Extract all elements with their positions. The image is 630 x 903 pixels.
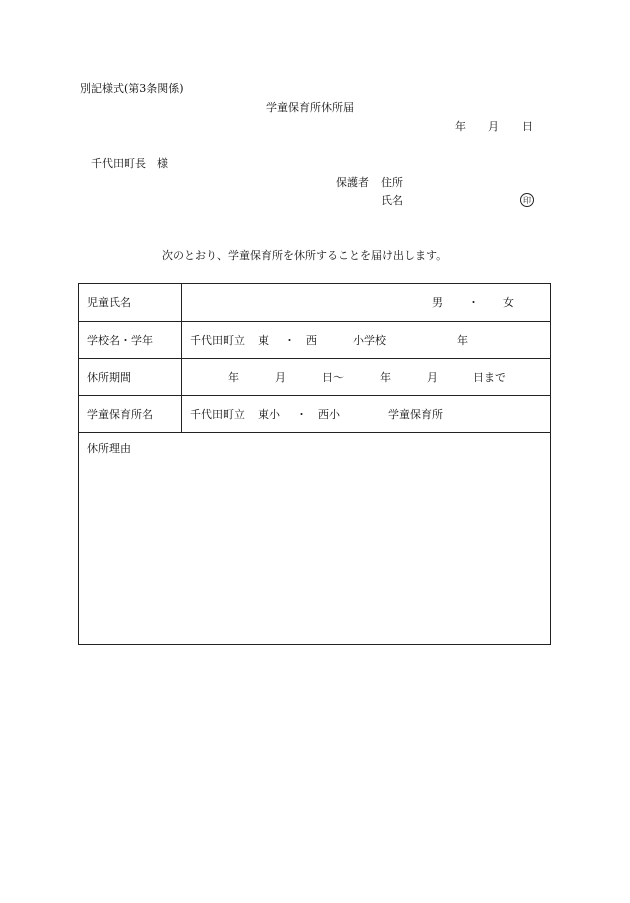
end-day: 日まで [473, 371, 506, 384]
option-east[interactable]: 東 [258, 334, 269, 347]
row-school-grade [79, 322, 550, 359]
option-male[interactable]: 男 [432, 296, 443, 309]
facility-prefix: 千代田町立 [190, 408, 245, 421]
row-child-name [79, 284, 550, 322]
label-absence-reason: 休所理由 [87, 442, 131, 455]
school-prefix: 千代田町立 [190, 334, 245, 347]
address-label: 住所 [381, 176, 403, 189]
form-table [78, 283, 551, 645]
addressee: 千代田町長 様 [91, 157, 168, 170]
seal-mark: 印 [520, 193, 534, 207]
option-female[interactable]: 女 [503, 296, 514, 309]
label-facility-name: 学童保育所名 [87, 408, 153, 421]
end-month: 月 [427, 371, 438, 384]
start-day: 日～ [322, 371, 344, 384]
date-month: 月 [488, 120, 499, 133]
option-west[interactable]: 西 [306, 334, 317, 347]
label-absence-period: 休所期間 [87, 371, 131, 384]
separator-dot: ・ [468, 296, 479, 309]
date-year: 年 [455, 120, 466, 133]
form-reference: 別記様式(第3条関係) [80, 82, 184, 95]
start-month: 月 [275, 371, 286, 384]
label-child-name: 児童氏名 [87, 296, 131, 309]
option-west-elementary[interactable]: 西小 [318, 408, 340, 421]
grade-label: 年 [457, 334, 468, 347]
separator-dot: ・ [296, 408, 307, 421]
name-label: 氏名 [381, 194, 403, 207]
form-title: 学童保育所休所届 [266, 101, 354, 114]
label-school-grade: 学校名・学年 [87, 334, 153, 347]
separator-dot: ・ [284, 334, 295, 347]
school-suffix: 小学校 [353, 334, 386, 347]
date-day: 日 [522, 120, 533, 133]
intro-text: 次のとおり、学童保育所を休所することを届け出します。 [162, 249, 448, 262]
row-facility-name [79, 396, 550, 433]
guardian-label: 保護者 [336, 176, 369, 189]
facility-suffix: 学童保育所 [388, 408, 443, 421]
end-year: 年 [380, 371, 391, 384]
row-absence-period [79, 359, 550, 396]
option-east-elementary[interactable]: 東小 [258, 408, 280, 421]
start-year: 年 [228, 371, 239, 384]
